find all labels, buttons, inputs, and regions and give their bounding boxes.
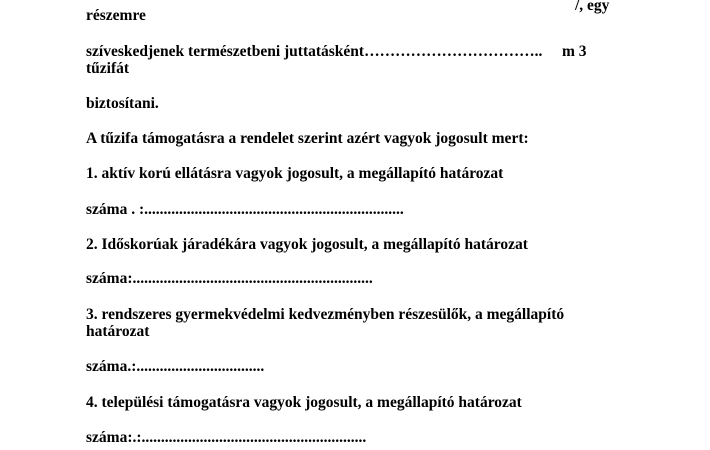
item-4-szama: száma:.:.......................................................... [86, 429, 367, 446]
partial-top-text: /, egy [575, 0, 610, 14]
item-3-text-cont: határozat [86, 323, 150, 340]
unit-m3: m 3 [562, 43, 587, 60]
heading-line: A tűzifa támogatásra a rendelet szerint azért vagyok jogosult mert: [86, 130, 529, 147]
item-3-szama: száma.:................................. [86, 358, 265, 375]
reszemre-line: részemre [86, 7, 146, 24]
item-4-text: 4. települési támogatásra vagyok jogosult, a megállapító határozat [86, 394, 522, 411]
item-3-text: 3. rendszeres gyermekvédelmi kedvezményben részesülők, a megállapító [86, 306, 565, 323]
biztositani-line: biztosítani. [86, 95, 159, 112]
item-2-text: 2. Időskorúak járadékára vagyok jogosult, a megállapító határozat [86, 236, 528, 253]
item-1-szama: száma . :................................................................... [86, 201, 404, 218]
szives-line: szíveskedjenek természetbeni juttatásként…………………………….. [86, 43, 543, 60]
item-2-szama: száma:.............................................................. [86, 270, 373, 287]
item-1-text: 1. aktív korú ellátásra vagyok jogosult, a megállapító határozat [86, 165, 504, 182]
tuzifat-line: tűzifát [86, 60, 130, 77]
